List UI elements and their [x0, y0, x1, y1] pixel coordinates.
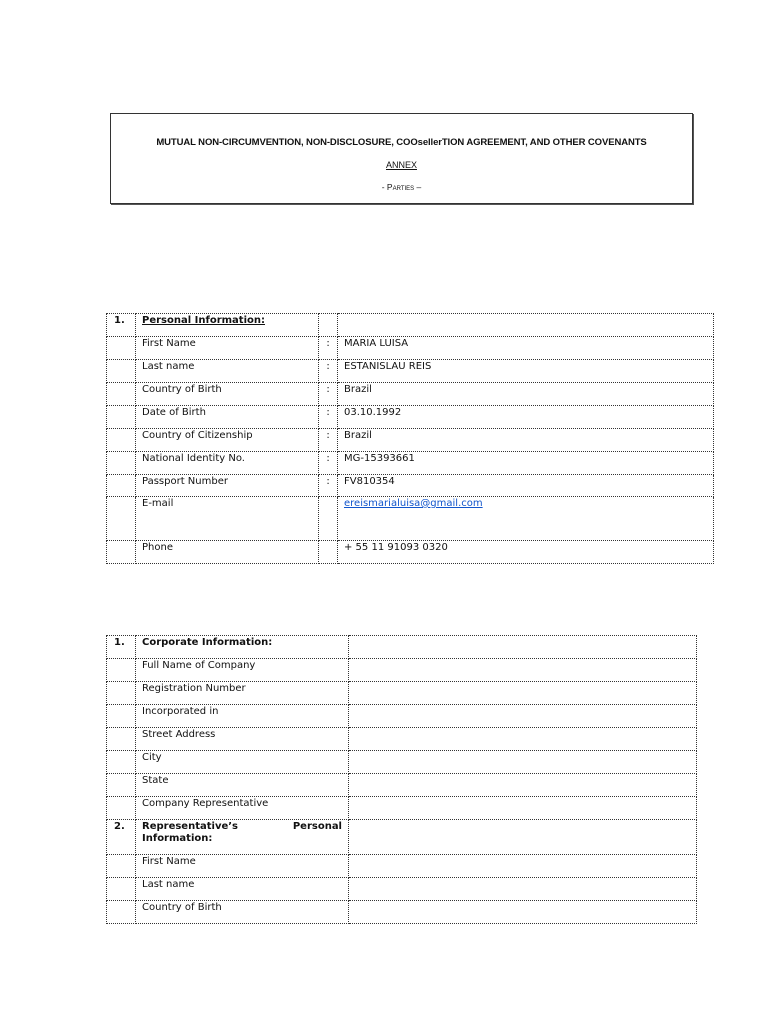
table-row	[107, 541, 714, 564]
table-row	[107, 901, 697, 924]
table-row	[107, 314, 714, 337]
rep-country-of-birth-value[interactable]	[349, 901, 697, 924]
field-label: Company Representative	[136, 797, 349, 820]
section-number: 2.	[107, 820, 136, 855]
table-row	[107, 728, 697, 751]
field-label: Street Address	[136, 728, 349, 751]
rep-last-name-value[interactable]	[349, 878, 697, 901]
city-value[interactable]	[349, 751, 697, 774]
table-row: Country of Citizenship : Brazil	[107, 429, 714, 452]
national-id-value[interactable]: MG-15393661	[338, 452, 714, 475]
state-value[interactable]	[349, 774, 697, 797]
company-name-value[interactable]	[349, 659, 697, 682]
table-row: First Name : MARIA LUISA	[107, 337, 714, 360]
section-number: 1.	[107, 636, 136, 659]
field-label: Country of Citizenship	[136, 429, 319, 452]
document-header	[110, 113, 693, 204]
table-row: Last name : ESTANISLAU REIS	[107, 360, 714, 383]
email-link[interactable]: ereismarialuisa@gmail.com	[344, 498, 483, 509]
table-row	[107, 820, 697, 855]
section-heading: Representative’s Personal Information:	[136, 820, 349, 855]
passport-number-value[interactable]: FV810354	[338, 475, 714, 497]
field-label: Last name	[136, 360, 319, 383]
section-heading: Corporate Information:	[136, 636, 349, 659]
corporate-information-table	[106, 635, 697, 924]
parties-label: - Parties –	[381, 182, 422, 192]
last-name-value[interactable]: ESTANISLAU REIS	[338, 360, 714, 383]
section-heading: Personal Information:	[136, 314, 319, 337]
personal-information-table	[106, 313, 714, 564]
table-row	[107, 797, 697, 820]
first-name-value[interactable]: MARIA LUISA	[338, 337, 714, 360]
field-label: Date of Birth	[136, 406, 319, 429]
field-label: National Identity No.	[136, 452, 319, 475]
field-label: First Name	[136, 855, 349, 878]
section-number: 1.	[107, 314, 136, 337]
field-label: Phone	[136, 541, 319, 564]
field-label: Registration Number	[136, 682, 349, 705]
country-of-birth-value[interactable]: Brazil	[338, 383, 714, 406]
incorporated-in-value[interactable]	[349, 705, 697, 728]
table-row: National Identity No. : MG-15393661	[107, 452, 714, 475]
field-label: City	[136, 751, 349, 774]
phone-value[interactable]: + 55 11 91093 0320	[338, 541, 714, 564]
table-row	[107, 705, 697, 728]
street-address-value[interactable]	[349, 728, 697, 751]
citizenship-value[interactable]: Brazil	[338, 429, 714, 452]
table-row	[107, 497, 714, 541]
field-label: First Name	[136, 337, 319, 360]
rep-first-name-value[interactable]	[349, 855, 697, 878]
company-representative-value[interactable]	[349, 797, 697, 820]
table-row: Passport Number : FV810354	[107, 475, 714, 497]
annex-label: ANNEX	[385, 160, 417, 170]
table-row	[107, 751, 697, 774]
table-row	[107, 774, 697, 797]
field-label: Passport Number	[136, 475, 319, 497]
field-label: Country of Birth	[136, 383, 319, 406]
table-row	[107, 878, 697, 901]
table-row: Country of Birth : Brazil	[107, 383, 714, 406]
field-label: Last name	[136, 878, 349, 901]
date-of-birth-value[interactable]: 03.10.1992	[338, 406, 714, 429]
field-label: E-mail	[136, 497, 319, 541]
table-row	[107, 659, 697, 682]
agreement-title: MUTUAL NON-CIRCUMVENTION, NON-DISCLOSURE, COOsellerTION AGREEMENT, AND OTHER COVENANTS	[156, 137, 647, 148]
table-row	[107, 855, 697, 878]
table-row: Date of Birth : 03.10.1992	[107, 406, 714, 429]
registration-number-value[interactable]	[349, 682, 697, 705]
field-label: Incorporated in	[136, 705, 349, 728]
field-label: Country of Birth	[136, 901, 349, 924]
table-row	[107, 636, 697, 659]
table-row	[107, 682, 697, 705]
field-label: State	[136, 774, 349, 797]
field-label: Full Name of Company	[136, 659, 349, 682]
